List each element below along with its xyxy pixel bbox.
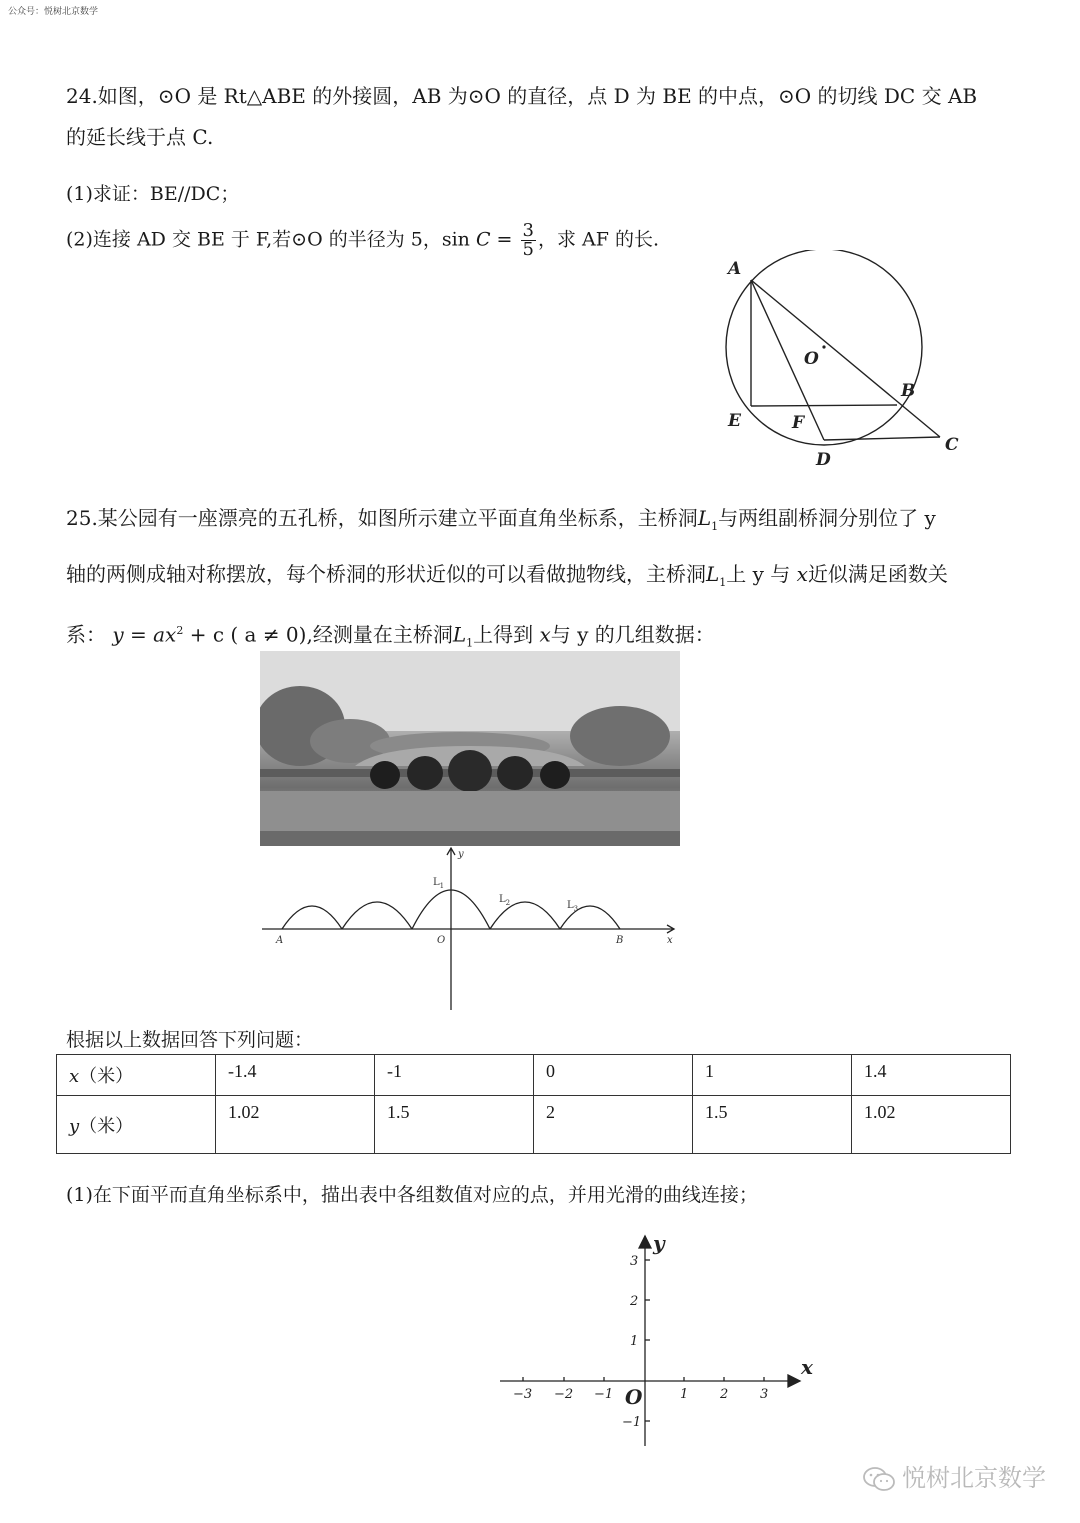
- circle-geometry-figure: [700, 250, 980, 475]
- x-tick-label: −3: [513, 1387, 533, 1402]
- table-cell: 1.02: [852, 1096, 1011, 1154]
- formula-rest: + c ( a ≠ 0),经测量在主桥洞: [183, 622, 453, 647]
- x-axis-label: x: [801, 1355, 813, 1379]
- arch-left-1: [342, 902, 412, 929]
- q25-line3-c: 与 y 的几组数据：: [550, 622, 715, 647]
- table-cell: 0: [534, 1055, 693, 1096]
- l1-subscript: 1: [711, 520, 719, 533]
- l1-subscript-3: 1: [466, 636, 474, 650]
- x-tick-label: −1: [594, 1387, 614, 1402]
- label-d: D: [816, 450, 831, 470]
- table-cell: 2: [534, 1096, 693, 1154]
- label-o: O: [804, 349, 819, 369]
- bridge-photo: [260, 651, 680, 846]
- y-tick-label: 2: [630, 1294, 639, 1309]
- x-var-2: x: [539, 622, 551, 647]
- bridge-l2-label: $L_2$: [499, 894, 511, 907]
- x-tick-label: 2: [720, 1387, 729, 1402]
- q25-line2-b: 上 y 与: [726, 562, 791, 586]
- q25-part1: (1)在下面平而直角坐标系中，描出表中各组数值对应的点，并用光滑的曲线连接；: [66, 1184, 758, 1206]
- x-arrow-icon: [788, 1375, 800, 1387]
- q24-part2: [66, 222, 659, 259]
- table-cell: 1.4: [852, 1055, 1011, 1096]
- watermark: [862, 1458, 1046, 1493]
- table-header-x: [57, 1055, 216, 1096]
- table-cell: 1.5: [375, 1096, 534, 1154]
- bridge-a-label: A: [276, 935, 284, 946]
- q25-line1-b: 与两组副桥洞分别位了 y: [718, 506, 936, 530]
- q24-part2-text-b: ，求 AF 的长.: [537, 228, 659, 251]
- table-cell: 1.5: [693, 1096, 852, 1154]
- x-tick-label: 1: [680, 1387, 689, 1402]
- watermark-text: 悦树北京数学: [902, 1464, 1046, 1492]
- q24-line1: 24.如图，⊙O 是 Rt△ABE 的外接圆，AB 为⊙O 的直径，点 D 为 BE 的中点，⊙O 的切线 DC 交 AB: [66, 84, 978, 108]
- table-y-var: y: [69, 1115, 80, 1137]
- wechat-icon: [862, 1466, 896, 1492]
- l1-symbol: L: [697, 506, 712, 530]
- table-cell: -1: [375, 1055, 534, 1096]
- q25-line2: [66, 560, 948, 597]
- q24-angle-c: C: [475, 228, 491, 251]
- y-tick-label: 3: [630, 1254, 639, 1269]
- q25-line3-a: 系：: [66, 622, 106, 647]
- l1-symbol-3: L: [452, 622, 467, 647]
- y-tick-label: 1: [630, 1334, 639, 1349]
- q24-eq: =: [490, 228, 513, 251]
- bridge-o-label: O: [437, 935, 446, 946]
- table-row-y: [57, 1096, 1011, 1154]
- label-c: C: [945, 435, 959, 455]
- fraction-numerator: 3: [522, 220, 534, 241]
- label-b: B: [901, 381, 916, 401]
- bridge-y-label: y: [458, 849, 464, 860]
- center-point: [822, 345, 825, 348]
- q25-line2-c: 近似满足函数关: [807, 562, 948, 586]
- bridge-l3-label: $L_3$: [567, 900, 579, 913]
- label-f: F: [792, 413, 805, 433]
- header-text: 公众号：悦树北京数学: [8, 7, 99, 17]
- bridge-x-label: x: [667, 935, 673, 946]
- x-var: x: [796, 562, 808, 586]
- label-a: A: [728, 259, 742, 279]
- table-x-var: x: [69, 1066, 80, 1087]
- origin-label: O: [625, 1385, 643, 1409]
- y-arrow-icon: [639, 1236, 651, 1248]
- q25-line1-a: 25.某公园有一座漂亮的五孔桥，如图所示建立平面直角坐标系，主桥洞: [66, 506, 698, 530]
- label-e: E: [728, 411, 741, 431]
- y-tick-label: −1: [622, 1415, 642, 1430]
- table-row-x: [57, 1055, 1011, 1096]
- q24-part1: (1)求证：BE//DC；: [66, 183, 240, 205]
- l1-subscript-2: 1: [719, 576, 727, 589]
- table-x-unit: （米）: [79, 1066, 134, 1086]
- q24-line2: 的延长线于点 C.: [66, 125, 214, 149]
- table-cell: 1.02: [216, 1096, 375, 1154]
- y-axis-label: y: [653, 1231, 665, 1255]
- segment-dc: [824, 437, 940, 440]
- formula: y = ax: [112, 622, 177, 647]
- q24-sin: sin: [441, 228, 470, 251]
- q25-line2-a: 轴的两侧成轴对称摆放，每个桥洞的形状近似的可以看做抛物线，主桥洞: [66, 562, 706, 586]
- table-header-y: [57, 1096, 216, 1154]
- arch-left-2: [282, 906, 342, 929]
- table-intro: 根据以上数据回答下列问题：: [66, 1029, 314, 1051]
- segment-eb: [751, 405, 897, 406]
- q24-part2-text-a: (2)连接 AD 交 BE 于 F,若⊙O 的半径为 5，: [66, 228, 442, 251]
- formula-square: 2: [176, 624, 184, 637]
- l1-symbol-2: L: [706, 562, 720, 586]
- x-tick-label: −2: [554, 1387, 574, 1402]
- bridge-photo-drawing: [260, 651, 680, 846]
- bridge-b-label: B: [616, 935, 624, 946]
- q25-line1: [66, 504, 936, 541]
- coordinate-system: [495, 1228, 825, 1453]
- table-cell: -1.4: [216, 1055, 375, 1096]
- q25-line3-b: 上得到: [473, 622, 534, 647]
- bridge-l1-label: $L_1$: [433, 877, 445, 890]
- table-cell: 1: [693, 1055, 852, 1096]
- fraction-denominator: 5: [522, 239, 534, 260]
- q24-fraction: [521, 222, 536, 259]
- arch-right-l2: [490, 902, 560, 929]
- x-tick-label: 3: [760, 1387, 769, 1402]
- data-table: [56, 1054, 1011, 1154]
- table-y-unit: （米）: [79, 1115, 134, 1136]
- bridge-arch-diagram: [262, 845, 682, 1015]
